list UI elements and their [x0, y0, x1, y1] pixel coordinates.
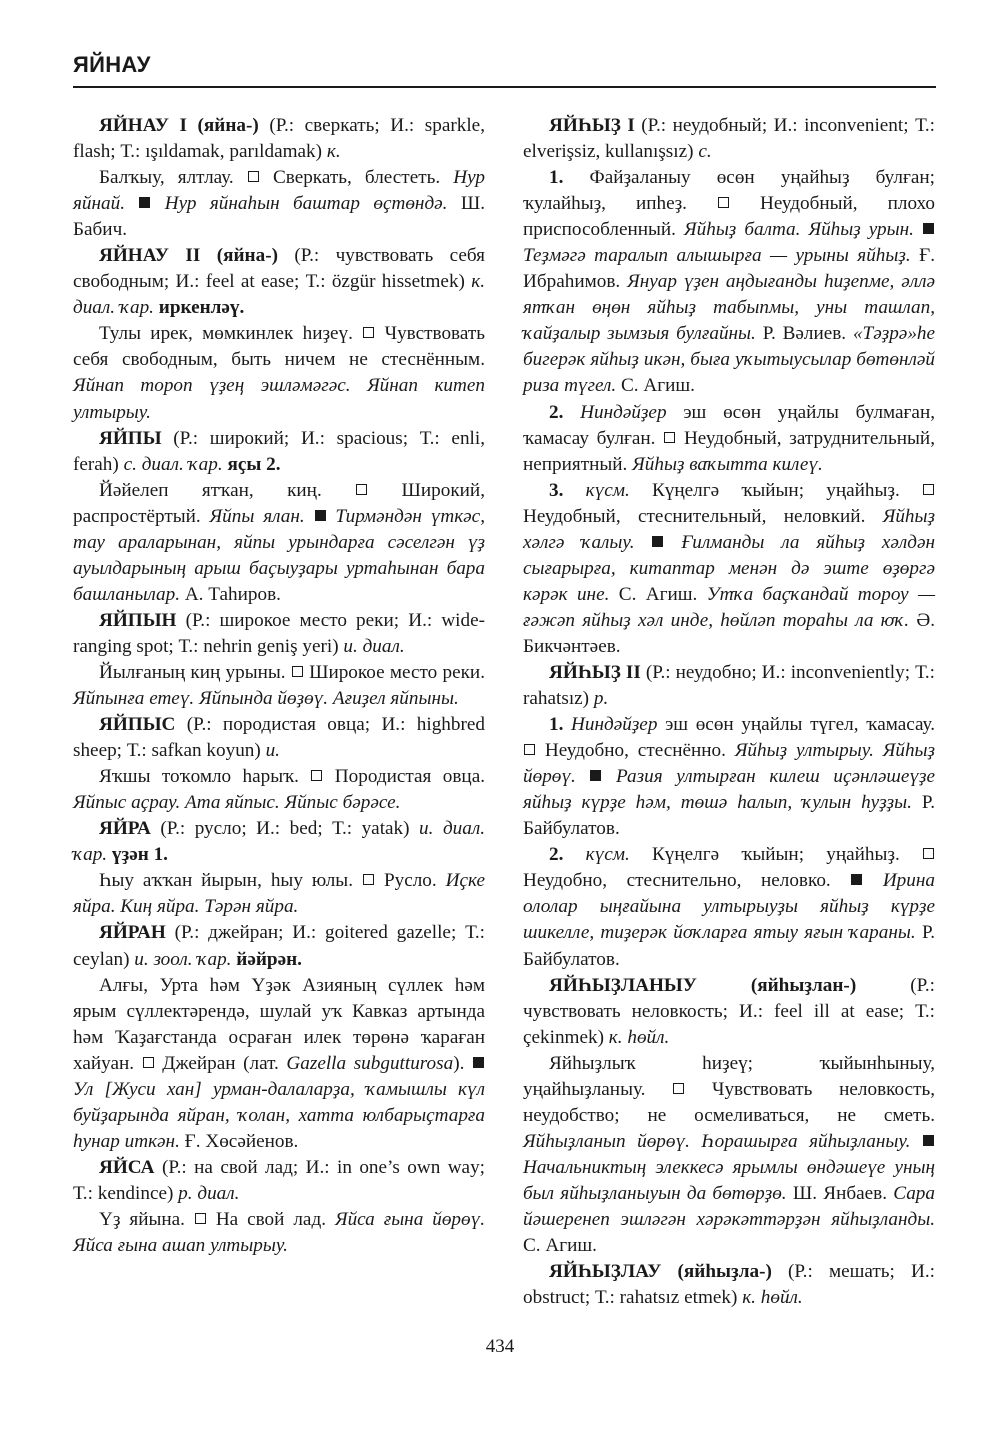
- headword: ЯЙРА: [99, 818, 151, 840]
- definition: Яҡшы тоҡомло һарыҡ.: [99, 766, 299, 788]
- citation: Разия ултырған килеш иҫәнләшеүҙе яйһыҙ күрҙе һәм, төшә һалып, ҡулын һуҙҙы.: [523, 766, 935, 814]
- entry-header: [73, 113, 485, 165]
- definition: Йәйелеп ятҡан, киң.: [99, 479, 322, 501]
- black-square-icon: [652, 536, 663, 547]
- examples: Яйпынға етеү. Яйпында йөҙөү. Ағиҙел яйпыны.: [73, 688, 459, 710]
- translation: Неудобно, стеснённо.: [544, 740, 726, 762]
- examples: Яйһыҙ балта. Яйһыҙ урын.: [684, 219, 914, 241]
- black-square-icon: [139, 197, 150, 208]
- translation: Чувствовать себя свободным, быть ничем не стеснённым.: [73, 323, 486, 371]
- white-square-icon: [248, 171, 259, 182]
- sense-number: 1.: [549, 167, 564, 189]
- sense-label: Ниндәйҙер: [571, 714, 658, 736]
- citation: Утҡа баҫҡандай тороу — ғәжәп яйһыҙ хәл инде, һөйләп тораһы ла юҡ.: [523, 583, 936, 631]
- citation-author: Р. Вәлиев.: [762, 323, 847, 345]
- translation: Неудобно, стеснительно, неловко.: [523, 870, 831, 892]
- headword: ЯЙПЫН: [99, 609, 177, 631]
- citation-author: С. Агиш.: [621, 375, 695, 397]
- cross-reference: иркенләү.: [158, 297, 245, 319]
- translation: Неудобный, стеснительный, неловкий.: [523, 505, 866, 527]
- sense: [523, 165, 935, 399]
- definition: Үҙ яйына.: [99, 1208, 185, 1230]
- part-of-speech: и. диал. ҡар.: [73, 818, 485, 866]
- gloss: (Р.: чувствовать себя свободным; И.: feel at ease; Т.: özgür hissetmek): [73, 245, 485, 293]
- citation-author: Ғ. Хөсәйенов.: [184, 1130, 299, 1152]
- white-square-icon: [363, 874, 374, 885]
- entry-header: [73, 426, 485, 478]
- entry-body: [73, 165, 485, 243]
- gloss: (Р.: неудобно; И.: inconveniently; Т.: rahatsız): [523, 661, 936, 710]
- gloss: (Р.: сверкать; И.: sparkle, flash; Т.: ışıldamak, parıldamak): [73, 115, 485, 163]
- citation: Януар үҙен аңдығанды һиҙепме, әллә ятҡан өңөн яйһыҙ табыпмы, уны ташлап, ҡайҙалыр зымзыя булғайны.: [523, 271, 936, 345]
- entry-body: [523, 1051, 935, 1259]
- white-square-icon: [524, 744, 535, 755]
- citation-author: Ә. Бикчәнтәев.: [523, 609, 936, 657]
- examples: Яйпы ялан.: [209, 505, 305, 527]
- headword: ЯЙСА: [99, 1156, 155, 1178]
- gloss: (Р.: неудобный; И.: inconvenient; Т.: elverişsiz, kullanışsız): [523, 115, 935, 163]
- headword: ЯЙПЫ: [99, 427, 162, 449]
- black-square-icon: [473, 1057, 484, 1068]
- cross-reference: үҙән 1.: [111, 844, 168, 866]
- definition: Күңелгә ҡыйын; уңайһыҙ.: [652, 479, 900, 501]
- part-of-speech: р. диал.: [178, 1182, 240, 1204]
- entry-body: [73, 321, 485, 425]
- gloss: (Р.: мешать; И.: obstruct; Т.: rahatsız etmek): [523, 1261, 935, 1309]
- citation: Тирмәндән үткәс, тау араларынан, яйпы урындарға сәселгән үҙ ауылдарының арыш баҫыуҙары уртаһынан бара башланылар.: [73, 505, 485, 605]
- cross-reference: яҫы 2.: [227, 453, 281, 475]
- gloss: (Р.: широкий; И.: spacious; Т.: enli, ferah): [73, 427, 485, 475]
- entry-body: [73, 973, 485, 1155]
- definition: Тулы ирек, мөмкинлек һиҙеү.: [99, 323, 353, 345]
- definition: Йылғаның киң урыны.: [99, 661, 286, 683]
- definition: Яйһыҙлыҡ һиҙеү; ҡыйынһыныу, уңайһыҙланыу.: [523, 1052, 935, 1100]
- headword: ЯЙҺЫҘЛАНЫУ (яйһыҙлан-): [549, 974, 857, 996]
- gloss: (Р.: джейран; И.: goitered gazelle; Т.: ceylan): [73, 922, 485, 970]
- definition: Алғы, Урта һәм Үҙәк Азияның сүллек һәм ярым сүллектәрендә, шулай уҡ Кавказ артында һәм Ҡаҙағстанда осраған илек төрөнә ҡараған хайуан.: [73, 974, 485, 1074]
- white-square-icon: [311, 770, 322, 781]
- headword: ЯЙНАУ II (яйна-): [99, 245, 278, 267]
- entry-header: [523, 1259, 935, 1311]
- right-column: [523, 113, 935, 1311]
- running-head: ЯЙНАУ: [73, 52, 151, 77]
- entry-body: [73, 478, 485, 608]
- entry-body: [73, 764, 485, 816]
- white-square-icon: [195, 1213, 206, 1224]
- sense: [523, 478, 935, 660]
- headword: ЯЙҺЫҘ II: [549, 661, 641, 683]
- citation-author: С. Агиш.: [618, 583, 698, 605]
- citation: Теҙмәгә таралып алышырға — урыны яйһыҙ.: [523, 245, 911, 267]
- part-of-speech: с. диал. ҡар.: [123, 453, 223, 475]
- gloss: (Р.: широкое место реки; И.: wide-ranging spot; Т.: nehrin geniş yeri): [73, 609, 486, 657]
- definition: эш өсөн уңайлы булмаған, ҡамасау булған.: [523, 401, 936, 449]
- entry-header: [73, 243, 485, 321]
- white-square-icon: [673, 1083, 684, 1094]
- entry-body: [73, 1207, 485, 1259]
- entry-body: [73, 868, 485, 920]
- citation: «Тәҙрә»һе бигерәк яйһыҙ икән, быға уҡытыусылар бөтөнләй риза түгел.: [523, 323, 936, 397]
- translation: На свой лад.: [215, 1208, 327, 1230]
- entry-header: [523, 660, 935, 712]
- translation: Широкое место реки.: [309, 661, 485, 683]
- sense-label: күсм.: [585, 844, 630, 866]
- black-square-icon: [590, 770, 601, 781]
- entry-body: [73, 660, 485, 712]
- examples: Яйпыс аҫрау. Ата яйпыс. Яйпыс бәрәсе.: [73, 792, 401, 814]
- sense: [523, 400, 935, 478]
- headword: ЯЙПЫС: [99, 714, 176, 736]
- white-square-icon: [292, 666, 303, 677]
- translation-end: ).: [453, 1052, 465, 1074]
- citation: Сара йәшеренеп эшләгән хәрәкәттәрҙән яйһыҙланды.: [523, 1182, 935, 1230]
- headword: ЯЙРАН: [99, 922, 166, 944]
- headword: ЯЙҺЫҘЛАУ (яйһыҙла-): [549, 1261, 772, 1283]
- headword: ЯЙНАУ I (яйна-): [99, 115, 259, 136]
- part-of-speech: с.: [698, 141, 712, 163]
- examples: Яйнап тороп үҙең эшләмәгәс. Яйнап китеп ултырыу.: [73, 375, 485, 423]
- entry-header: [523, 113, 935, 165]
- sense-number: 2.: [549, 401, 564, 423]
- definition: Күңелгә ҡыйын; уңайһыҙ.: [652, 844, 900, 866]
- part-of-speech: и.: [265, 740, 280, 762]
- sense-number: 3.: [549, 479, 564, 501]
- sense-number: 1.: [549, 714, 564, 736]
- gloss: (Р.: чувствовать неловкость; И.: feel ill at ease; Т.: çekinmek): [523, 974, 936, 1048]
- part-of-speech: к. диал. ҡар.: [73, 271, 486, 319]
- translation: Джейран (лат.: [162, 1052, 279, 1074]
- black-square-icon: [923, 1135, 934, 1146]
- definition: Балҡыу, ялтлау.: [99, 167, 234, 189]
- entry-header: [73, 1155, 485, 1207]
- white-square-icon: [664, 432, 675, 443]
- citation-author: А. Таһиров.: [184, 583, 281, 605]
- sense-label: Ниндәйҙер: [580, 401, 667, 423]
- gloss: (Р.: русло; И.: bed; Т.: yatak): [160, 818, 410, 840]
- headword: ЯЙҺЫҘ I: [549, 115, 635, 136]
- page-number: 434: [485, 1336, 515, 1357]
- citation-author: Ш. Бабич.: [73, 193, 485, 241]
- gloss: (Р.: на свой лад; И.: in one’s own way; Т.: kendince): [73, 1156, 485, 1204]
- black-square-icon: [851, 874, 862, 885]
- latin-name: Gazella subgutturosa: [286, 1052, 454, 1074]
- citation: Нур яйнаһын баштар өҫтөндә.: [164, 193, 448, 215]
- translation: Породистая овца.: [334, 766, 486, 788]
- part-of-speech: р.: [593, 688, 609, 710]
- part-of-speech: к. һөйл.: [742, 1287, 803, 1309]
- left-column: [73, 113, 485, 1259]
- citation: Ирина ололар ыңғайына ултырыуҙы яйһыҙ күрҙе шикелле, тиҙерәк йоҡларға ятыу яғын ҡараны.: [523, 870, 935, 944]
- sense-label: күсм.: [585, 479, 630, 501]
- gloss: (Р.: породистая овца; И.: highbred sheep; Т.: safkan koyun): [73, 714, 485, 762]
- entry-header: [73, 920, 485, 972]
- cross-reference: йәйрән.: [236, 948, 302, 970]
- part-of-speech: к. һөйл.: [608, 1026, 670, 1048]
- definition: Һыу аҡҡан йырын, һыу юлы.: [99, 870, 353, 892]
- examples: Яйһыҙ хәлгә ҡалыу.: [523, 505, 935, 553]
- examples: Яйһыҙланып йөрөү. Һорашырға яйһыҙланыу.: [523, 1130, 911, 1152]
- sense: [523, 842, 935, 972]
- white-square-icon: [923, 484, 934, 495]
- citation: Начальниктың элеккесә ярымлы өндәшеүе уның был яйһыҙланыуын да бөтөрҙө.: [523, 1156, 935, 1204]
- white-square-icon: [718, 197, 729, 208]
- white-square-icon: [363, 327, 374, 338]
- examples: Нур яйнай.: [73, 167, 485, 215]
- citation-author: Ш. Янбаев.: [792, 1182, 888, 1204]
- white-square-icon: [143, 1057, 154, 1068]
- citation: Ғилманды ла яйһыҙ хәлдән сығарырға, китаптар менән дә эште өҙөргә кәрәк ине.: [523, 531, 936, 605]
- black-square-icon: [923, 223, 934, 234]
- translation: Чувствовать неловкость, неудобство; не осмеливаться, не сметь.: [523, 1078, 936, 1126]
- examples: Иҫке яйра. Киң яйра. Тәрән яйра.: [73, 870, 486, 918]
- translation: Неудобный, затруднительный, неприятный.: [523, 427, 935, 475]
- translation: Русло.: [383, 870, 437, 892]
- sense-number: 2.: [549, 844, 564, 866]
- part-of-speech: и. диал.: [343, 635, 405, 657]
- citation-author: Р. Байбулатов.: [523, 792, 935, 840]
- white-square-icon: [356, 484, 367, 495]
- examples: Яйһыҙ ултырыу. Яйһыҙ йөрөү.: [523, 740, 936, 788]
- definition: эш өсөн уңайлы түгел, ҡамасау.: [665, 714, 935, 736]
- citation-author: Р. Байбулатов.: [523, 922, 936, 970]
- citation-author: С. Агиш.: [523, 1235, 597, 1257]
- header-rule: [73, 86, 936, 88]
- black-square-icon: [315, 510, 326, 521]
- entry-header: [73, 712, 485, 764]
- translation: Широкий, распростёртый.: [73, 479, 485, 527]
- translation: Неудобный, плохо приспособленный.: [523, 193, 936, 241]
- part-of-speech: и. зоол. ҡар.: [134, 948, 232, 970]
- examples: Яйһыҙ ваҡытта килеү.: [632, 453, 823, 475]
- entry-header: [73, 608, 485, 660]
- examples: Яйса ғына йөрөү. Яйса ғына ашап ултырыу.: [73, 1208, 485, 1257]
- citation-author: Ғ. Ибраһимов.: [523, 245, 935, 293]
- definition: Файҙаланыу өсөн уңайһыҙ булған; ҡулайһыҙ, ипһеҙ.: [523, 167, 935, 215]
- entry-header: [523, 973, 935, 1051]
- translation: Сверкать, блестеть.: [272, 167, 441, 189]
- sense: [523, 712, 935, 842]
- white-square-icon: [923, 848, 934, 859]
- entry-header: [73, 816, 485, 868]
- citation: Ул [Жуси хан] урман-далаларҙа, ҡамышлы күл буйҙарында яйран, ҡолан, хатта юлбарыҫтарға һунар иткән.: [73, 1078, 485, 1152]
- part-of-speech: к.: [326, 141, 341, 163]
